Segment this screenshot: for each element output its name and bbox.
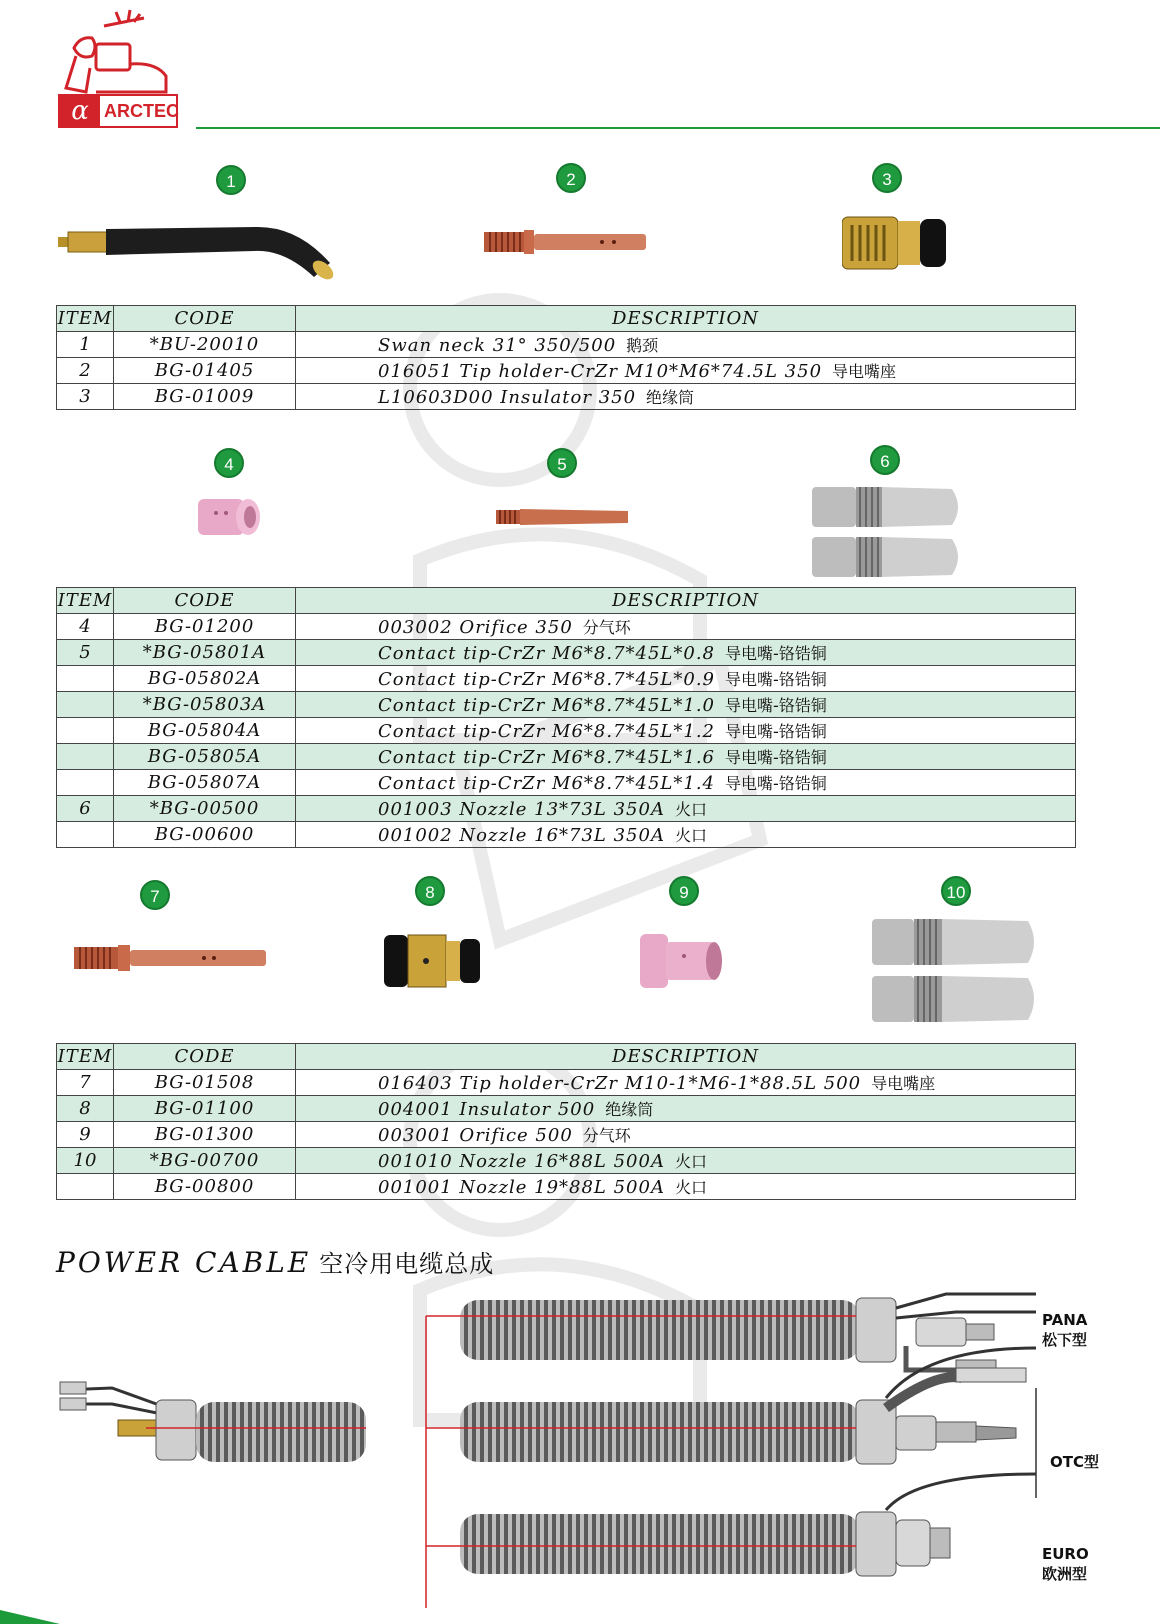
col-code: CODE [114, 588, 296, 614]
table-row: 4 BG-01200 003002 Orifice 350 分气环 [57, 614, 1076, 640]
table-row: BG-05807A Contact tip-CrZr M6*8.7*45L*1.4 导电嘴-铬锆铜 [57, 770, 1076, 796]
arctec-logo [56, 8, 178, 130]
item-marker-3: 3 [872, 163, 902, 193]
tip-holder-350-image [484, 228, 648, 256]
orifice-500-image [640, 932, 724, 990]
table-row: 2 BG-01405 016051 Tip holder-CrZr M10*M6*74.5L 350 导电嘴座 [57, 358, 1076, 384]
item-marker-7: 7 [140, 880, 170, 910]
col-item: ITEM [57, 306, 114, 332]
col-description: DESCRIPTION [296, 588, 1076, 614]
item-marker-4: 4 [214, 448, 244, 478]
contact-tip-image [496, 506, 630, 528]
logo-alpha: α [60, 96, 100, 126]
nozzle-19-88-image [872, 974, 1042, 1024]
item-marker-9: 9 [669, 876, 699, 906]
col-code: CODE [114, 306, 296, 332]
table-row: 9 BG-01300 003001 Orifice 500 分气环 [57, 1122, 1076, 1148]
logo-name: ARCTEC [104, 101, 179, 121]
orifice-350-image [196, 495, 262, 539]
swan-neck-image [58, 215, 348, 285]
tip-holder-500-image [74, 943, 268, 973]
welder-logo-icon [56, 8, 178, 98]
table-row: BG-05802A Contact tip-CrZr M6*8.7*45L*0.9 导电嘴-铬锆铜 [57, 666, 1076, 692]
col-code: CODE [114, 1044, 296, 1070]
col-item: ITEM [57, 1044, 114, 1070]
nozzle-16-image [812, 535, 966, 579]
item-marker-5: 5 [547, 448, 577, 478]
table-row: BG-00600 001002 Nozzle 16*73L 350A 火口 [57, 822, 1076, 848]
nozzle-13-image [812, 485, 966, 529]
parts-table-1 [56, 305, 1076, 410]
label-euro: EURO 欧洲型 [1042, 1545, 1089, 1583]
item-marker-1: 1 [216, 165, 246, 195]
parts-table-2 [56, 587, 1076, 848]
table-row: BG-00800 001001 Nozzle 19*88L 500A 火口 [57, 1174, 1076, 1200]
item-marker-6: 6 [870, 445, 900, 475]
item-marker-8: 8 [415, 876, 445, 906]
table-row: 1 *BU-20010 Swan neck 31° 350/500 鹅颈 [57, 332, 1076, 358]
table-row: BG-05804A Contact tip-CrZr M6*8.7*45L*1.2 导电嘴-铬锆铜 [57, 718, 1076, 744]
parts-table-3 [56, 1043, 1076, 1200]
col-description: DESCRIPTION [296, 1044, 1076, 1070]
label-pana: PANA 松下型 [1042, 1311, 1088, 1349]
table-row: BG-05805A Contact tip-CrZr M6*8.7*45L*1.6 导电嘴-铬锆铜 [57, 744, 1076, 770]
insulator-500-image [384, 933, 482, 989]
nozzle-16-88-image [872, 917, 1042, 967]
col-description: DESCRIPTION [296, 306, 1076, 332]
item-marker-10: 10 [941, 876, 971, 906]
power-cable-diagram [56, 1288, 1056, 1624]
table-row: 3 BG-01009 L10603D00 Insulator 350 绝缘筒 [57, 384, 1076, 410]
table-row: 5 *BG-05801A Contact tip-CrZr M6*8.7*45L*0.8 导电嘴-铬锆铜 [57, 640, 1076, 666]
corner-accent [0, 1592, 70, 1624]
table-row: 10 *BG-00700 001010 Nozzle 16*88L 500A 火口 [57, 1148, 1076, 1174]
header-divider [196, 127, 1160, 129]
col-item: ITEM [57, 588, 114, 614]
table-row: *BG-05803A Contact tip-CrZr M6*8.7*45L*1.0 导电嘴-铬锆铜 [57, 692, 1076, 718]
item-marker-2: 2 [556, 163, 586, 193]
insulator-350-image [842, 215, 948, 271]
table-row: 6 *BG-00500 001003 Nozzle 13*73L 350A 火口 [57, 796, 1076, 822]
table-row: 8 BG-01100 004001 Insulator 500 绝缘筒 [57, 1096, 1076, 1122]
label-otc: OTC型 [1050, 1453, 1099, 1471]
table-row: 7 BG-01508 016403 Tip holder-CrZr M10-1*M6-1*88.5L 500 导电嘴座 [57, 1070, 1076, 1096]
power-cable-title: POWER CABLE 空冷用电缆总成 [56, 1246, 495, 1279]
